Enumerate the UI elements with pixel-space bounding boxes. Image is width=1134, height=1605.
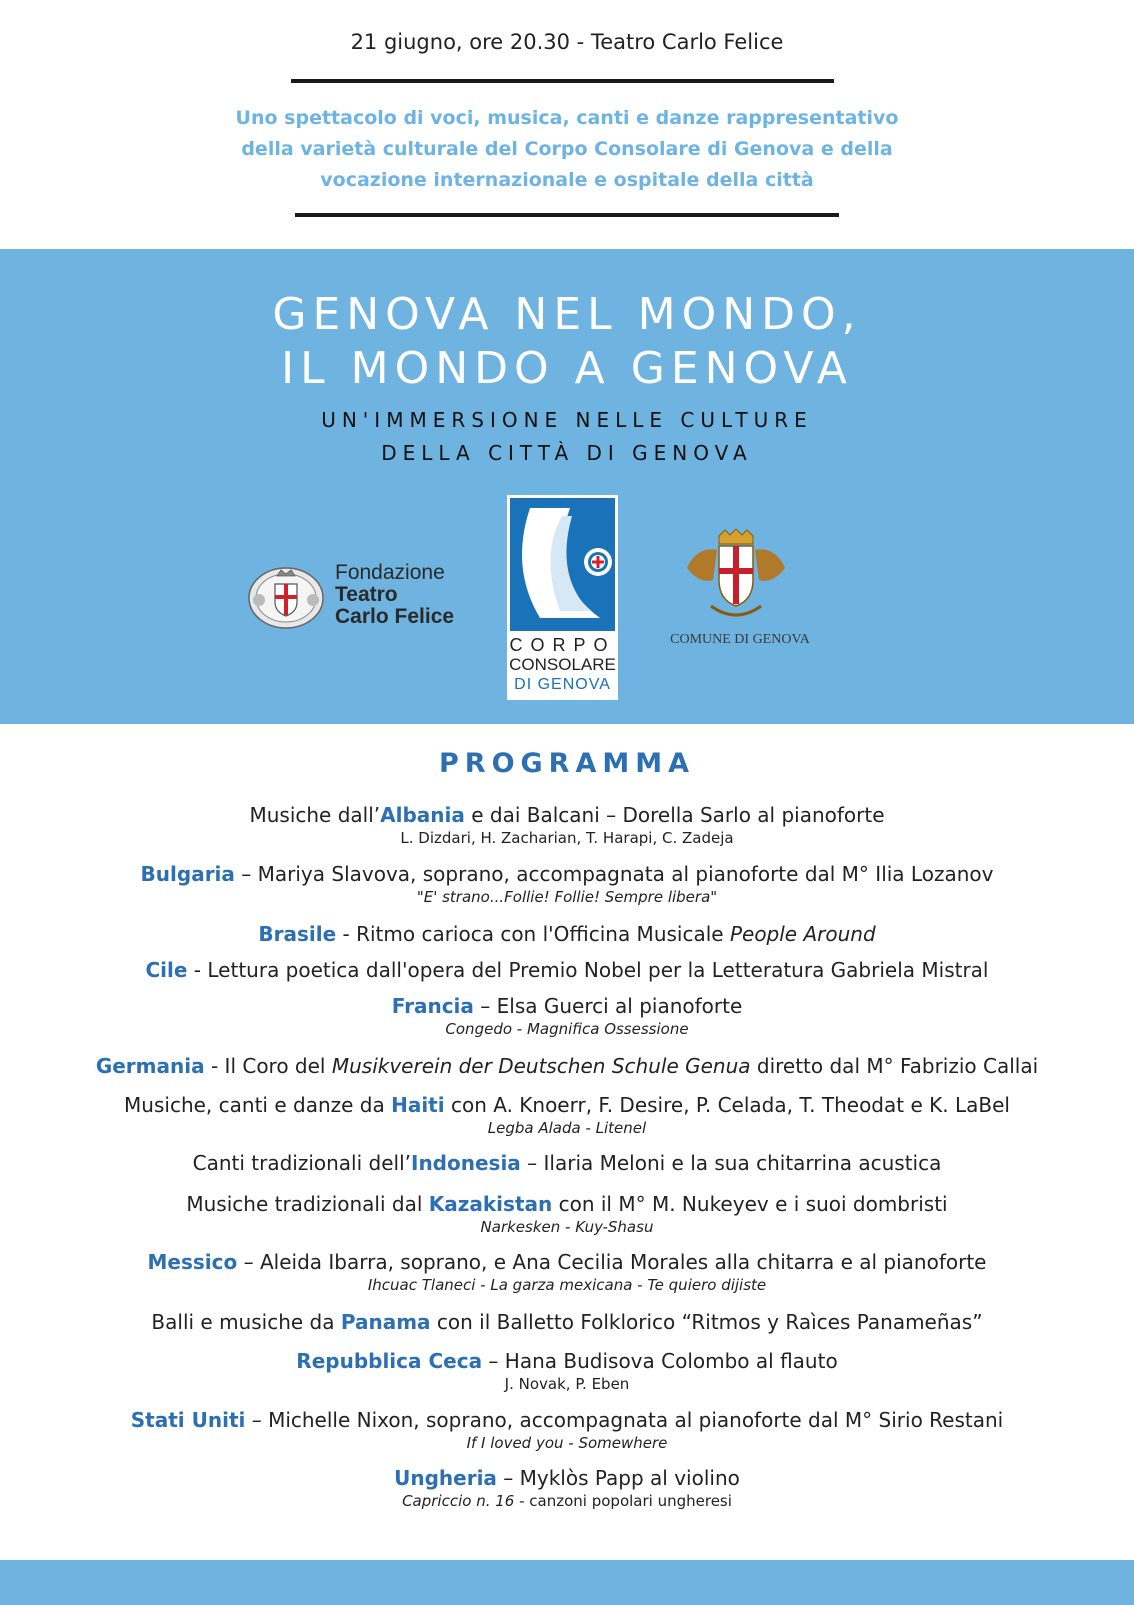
program-item-note: Congedo - Magnifica Ossessione (445, 1020, 689, 1038)
teatro-wordmark (335, 562, 454, 628)
program-item (0, 958, 1134, 983)
program-item-suffix: diretto dal M° Fabrizio Callai (750, 1054, 1039, 1078)
program-item-text (0, 862, 1134, 887)
program-item-prefix: Musiche dall’ (249, 803, 381, 827)
subtitle-line: UN'IMMERSIONE NELLE CULTURE (321, 408, 813, 432)
program-item-description: con A. Knoerr, F. Desire, P. Celada, T. Theodat e K. LaBel (444, 1093, 1010, 1117)
comune-crest-icon (681, 528, 791, 623)
program-item-text (0, 1093, 1134, 1118)
program-item (0, 1054, 1134, 1079)
divider-bottom (295, 213, 839, 217)
program-item-note: If I loved you - Somewhere (466, 1434, 668, 1452)
corpo-word-2: CONSOLARE (509, 655, 616, 674)
program-item-country: Kazakistan (428, 1192, 553, 1216)
program-item-text (0, 1408, 1134, 1433)
program-item-description: - Lettura poetica dall'opera del Premio Nobel per la Letteratura Gabriela Mistral (187, 958, 989, 982)
divider-top (291, 79, 834, 83)
event-date-line: 21 giugno, ore 20.30 - Teatro Carlo Felice (350, 30, 784, 54)
program-item-prefix: Musiche tradizionali dal (186, 1192, 429, 1216)
program-item-description: – Elsa Guerci al pianoforte (473, 994, 743, 1018)
program-item-text (0, 922, 1134, 947)
comune-wordmark: COMUNE DI GENOVA (670, 632, 810, 647)
program-item-italic: Musikverein der Deutschen Schule Genua (331, 1054, 751, 1078)
program-item-description: – Mariya Slavova, soprano, accompagnata al pianoforte dal M° Ilia Lozanov (234, 862, 994, 886)
program-item-note-rest: - canzoni popolari ungheresi (514, 1492, 732, 1510)
corpo-wordmark (507, 635, 618, 695)
program-item (0, 1093, 1134, 1138)
title-line: IL MONDO A GENOVA (281, 343, 853, 394)
program-item-note: Legba Alada - Litenel (487, 1119, 647, 1137)
program-item-country: Germania (95, 1054, 205, 1078)
program-item-country: Albania (380, 803, 465, 827)
program-item-prefix: Balli e musiche da (151, 1310, 341, 1334)
comune-di-genova-logo (645, 528, 835, 658)
program-item-text (0, 1250, 1134, 1275)
program-item-description: con il Balletto Folklorico “Ritmos y Raìces Panameñas” (430, 1310, 983, 1334)
program-item-note: Ihcuac Tlaneci - La garza mexicana - Te quiero dijiste (367, 1276, 767, 1294)
program-item-description: – Hana Budisova Colombo al flauto (482, 1349, 838, 1373)
program-item-country: Brasile (258, 922, 337, 946)
program-item-description: – Aleida Ibarra, soprano, e Ana Cecilia Morales alla chitarra e al pianoforte (237, 1250, 987, 1274)
program-item (0, 1466, 1134, 1511)
program-item-note: "E' strano...Follie! Follie! Sempre libera" (416, 888, 718, 906)
program-item-country: Cile (145, 958, 188, 982)
program-item-country: Bulgaria (140, 862, 235, 886)
subtitle-line: DELLA CITTÀ DI GENOVA (381, 441, 753, 465)
program-item (0, 1408, 1134, 1453)
event-title (0, 288, 1134, 396)
program-item-description: – Ilaria Meloni e la sua chitarrina acustica (520, 1151, 942, 1175)
programma-heading: PROGRAMMA (438, 748, 695, 779)
teatro-word-2: Teatro (335, 583, 398, 606)
corpo-word-1: CORPO (509, 635, 616, 655)
footer-bar (0, 1560, 1134, 1605)
program-item (0, 1250, 1134, 1295)
program-item-italic: People Around (729, 922, 876, 946)
program-item-note: Narkesken - Kuy-Shasu (480, 1218, 654, 1236)
title-line: GENOVA NEL MONDO, (272, 289, 862, 340)
intro-line: Uno spettacolo di voci, musica, canti e danze rappresentativo (235, 107, 899, 129)
program-item-description: - Ritmo carioca con l'Officina Musicale (336, 922, 730, 946)
program-item-note: J. Novak, P. Eben (504, 1375, 630, 1393)
program-item-prefix: Musiche, canti e danze da (124, 1093, 392, 1117)
event-subtitle (0, 404, 1134, 470)
program-item-prefix: Canti tradizionali dell’ (192, 1151, 411, 1175)
program-item (0, 994, 1134, 1039)
program-item-description: - Il Coro del (204, 1054, 332, 1078)
program-item (0, 1310, 1134, 1335)
program-item-description: – Michelle Nixon, soprano, accompagnata al pianoforte dal M° Sirio Restani (245, 1408, 1004, 1432)
teatro-word-1: Fondazione (335, 561, 445, 584)
program-item-description: – Myklòs Papp al violino (496, 1466, 740, 1490)
program-item-country: Haiti (391, 1093, 445, 1117)
program-item (0, 803, 1134, 848)
program-item-note-italic: Capriccio n. 16 (402, 1492, 515, 1510)
program-item-text (0, 1054, 1134, 1079)
program-item-country: Repubblica Ceca (296, 1349, 483, 1373)
program-item-description: e dai Balcani – Dorella Sarlo al pianoforte (464, 803, 885, 827)
program-item-text (0, 958, 1134, 983)
program-item-country: Francia (391, 994, 474, 1018)
program-item-country: Panama (340, 1310, 431, 1334)
intro-line: della varietà culturale del Corpo Consolare di Genova e della (241, 138, 893, 160)
teatro-carlo-felice-logo (247, 562, 477, 632)
program-item-note (0, 1491, 1134, 1511)
corpo-word-3: DI GENOVA (514, 676, 611, 693)
program-item-description: con il M° M. Nukeyev e i suoi dombristi (552, 1192, 948, 1216)
program-item-country: Indonesia (411, 1151, 521, 1175)
corpo-consolare-logo (507, 495, 618, 700)
intro-text (180, 103, 954, 196)
program-item-text (0, 1466, 1134, 1491)
program-item (0, 1151, 1134, 1176)
program-item-text (0, 994, 1134, 1019)
teatro-word-3: Carlo Felice (335, 605, 455, 628)
program-item-country: Messico (147, 1250, 238, 1274)
intro-line: vocazione internazionale e ospitale della città (320, 169, 814, 191)
program-item (0, 922, 1134, 947)
program-item (0, 1349, 1134, 1394)
program-item (0, 862, 1134, 907)
program-item-text (0, 1310, 1134, 1335)
corpo-consolare-mark-icon (510, 498, 615, 631)
program-item-text (0, 1192, 1134, 1217)
program-item-note: L. Dizdari, H. Zacharian, T. Harapi, C. Zadeja (400, 829, 734, 847)
program-item-country: Ungheria (394, 1466, 497, 1490)
program-item (0, 1192, 1134, 1237)
program-item-text (0, 1349, 1134, 1374)
program-item-text (0, 803, 1134, 828)
program-item-text (0, 1151, 1134, 1176)
program-item-country: Stati Uniti (130, 1408, 246, 1432)
teatro-crest-icon (247, 562, 325, 632)
